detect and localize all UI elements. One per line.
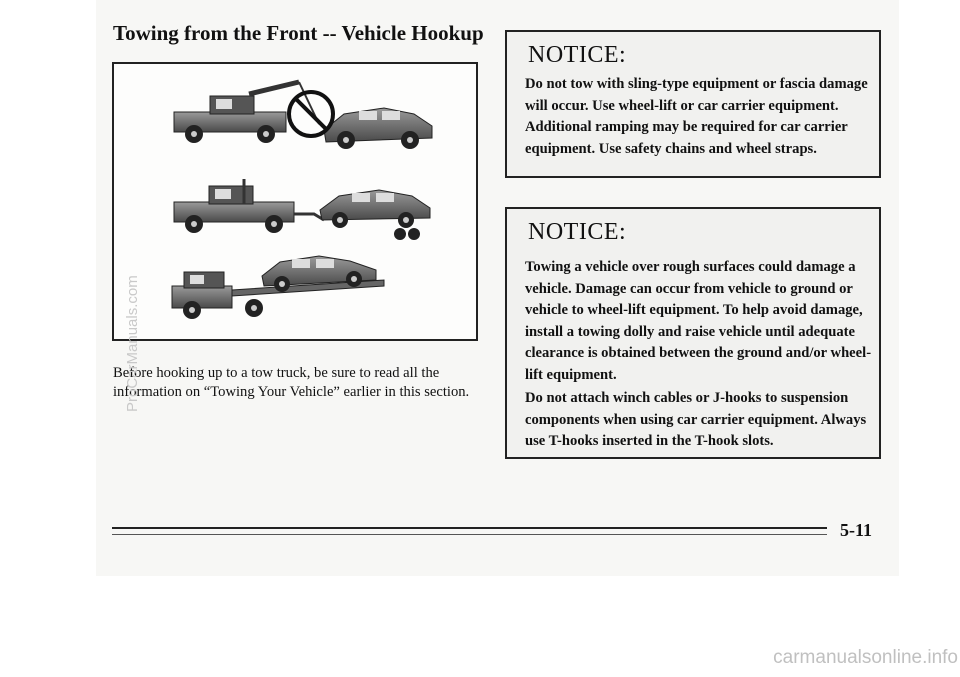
footer-watermark[interactable]: carmanualsonline.info [773, 647, 958, 668]
footer-rule [112, 527, 827, 529]
sling-tow-scene [174, 82, 432, 149]
side-watermark-text: ProCarManuals.com [124, 275, 141, 412]
notice-box-sling [505, 30, 881, 178]
notice-text-hooks: Do not attach winch cables or J-hooks to suspension components when using car carrier equipment. Always use T-hooks inserted in the T-hook slots. [525, 390, 867, 449]
notice-title: NOTICE: [528, 42, 627, 68]
tow-truck-illustration [114, 64, 476, 339]
intro-paragraph: Before hooking up to a tow truck, be sure to read all the information on “Towing Your Vehicle” earlier in this section. [113, 365, 470, 400]
car-carrier-scene [172, 256, 384, 319]
footer-rule-thin [112, 534, 827, 535]
notice-text: Do not tow with sling-type equipment or fascia damage will occur. Use wheel-lift or car carrier equipment. Additional ramping may be required for car carrier equipment. Use safety chains and wheel straps. [525, 76, 868, 157]
notice-box-rough-surfaces [505, 207, 881, 459]
section-heading: Towing from the Front -- Vehicle Hookup [113, 21, 484, 45]
page-number: 5-11 [840, 520, 873, 540]
notice-text-rough-surfaces: Towing a vehicle over rough surfaces could damage a vehicle. Damage can occur from vehicle to ground or vehicle to wheel-lift equipment. To help avoid damage, install a towing dolly and raise vehicle until adequate clearance is obtained between the ground and/or wheel-lift equipment. [525, 259, 872, 383]
tow-illustration [112, 62, 478, 341]
notice-title: NOTICE: [528, 219, 627, 245]
wheel-lift-scene [174, 179, 430, 240]
